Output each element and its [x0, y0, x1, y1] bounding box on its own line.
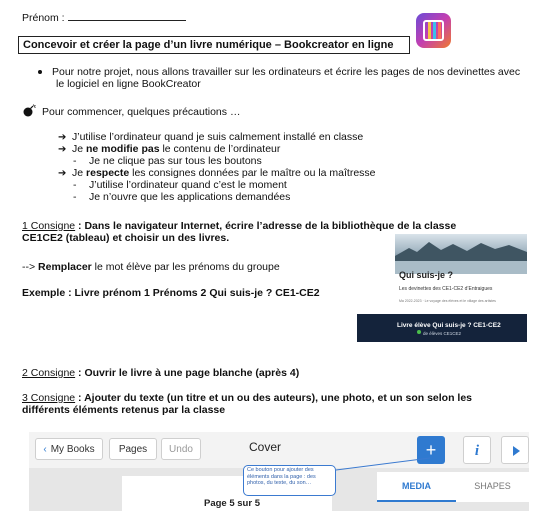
precaution-item-1: ➔ J’utilise l’ordinateur quand je suis calmement installé en classe [58, 131, 364, 143]
add-button-tooltip: Ce bouton pour ajouter des éléments dans la page : des photos, du texte, du son… [243, 465, 336, 496]
thumbnail-footer-title: Livre élève Qui suis-je ? CE1-CE2 [397, 322, 501, 329]
consigne-1-example: Exemple : Livre prénom 1 Prénoms 2 Qui suis-je ? CE1-CE2 [22, 287, 320, 299]
precaution-item-4: ➔ Je respecte les consignes données par le maître ou la maîtresse [58, 167, 376, 179]
consigne-3-line-1: 3 Consigne : Ajouter du texte (un titre et un ou des auteurs), une photo, et un son selon les [22, 392, 473, 404]
thumbnail-tiny-text: Ma 2022-2023 · Le voyage des élèves et le village des artistes [399, 299, 496, 303]
arrow-icon: ➔ [58, 144, 67, 155]
page-name-title: Cover [249, 440, 282, 454]
consigne-1-replace: --> Remplacer le mot élève par les prénoms du groupe [22, 261, 280, 273]
info-icon: i [474, 443, 480, 459]
intro-line-2: le logiciel en ligne BookCreator [56, 78, 201, 90]
plus-icon: + [425, 440, 437, 460]
thumbnail-footer-sub: de élèves CE1CE2 [423, 331, 462, 336]
precaution-item-5: - J’utilise l’ordinateur quand c’est le moment [73, 179, 287, 191]
tab-media[interactable]: MEDIA [377, 472, 456, 502]
chevron-left-icon: ‹ [43, 444, 47, 455]
thumbnail-book-title: Qui suis-je ? [399, 270, 454, 280]
consigne-1-line-1: 1 Consigne : Dans le navigateur Internet, écrire l’adresse de la bibliothèque de la classe [22, 220, 457, 232]
precaution-item-2: ➔ Je ne modifie pas le contenu de l’ordinateur [58, 143, 281, 155]
pages-button[interactable]: Pages [109, 438, 157, 460]
undo-button[interactable]: Undo [161, 438, 201, 460]
consigne-1-line-2: CE1CE2 (tableau) et choisir un des livres. [22, 232, 230, 244]
page-title: Concevoir et créer la page d’un livre numérique – Bookcreator en ligne [18, 36, 410, 54]
thumbnail-subtitle: Les devinettes des CE1-CE2 d’Entraigues [399, 286, 493, 292]
page-indicator: Page 5 sur 5 [201, 498, 263, 509]
precautions-heading: Pour commencer, quelques précautions … [22, 104, 240, 118]
arrow-icon: ➔ [58, 168, 67, 179]
arrow-icon: ➔ [58, 132, 67, 143]
consigne-2: 2 Consigne : Ouvrir le livre à une page blanche (après 4) [22, 367, 300, 379]
my-books-button[interactable]: ‹ My Books [35, 438, 103, 460]
precaution-item-3: - Je ne clique pas sur tous les boutons [73, 155, 262, 167]
prenom-label: Prénom : [22, 12, 65, 24]
consigne-3-line-2: différents éléments retenus par la classe [22, 404, 226, 416]
tab-shapes[interactable]: SHAPES [456, 472, 529, 502]
intro-line-1: Pour notre projet, nous allons travailler sur les ordinateurs et écrire les pages de nos devinettes avec [38, 66, 520, 78]
precaution-item-6: - Je n’ouvre que les applications demandées [73, 191, 291, 203]
